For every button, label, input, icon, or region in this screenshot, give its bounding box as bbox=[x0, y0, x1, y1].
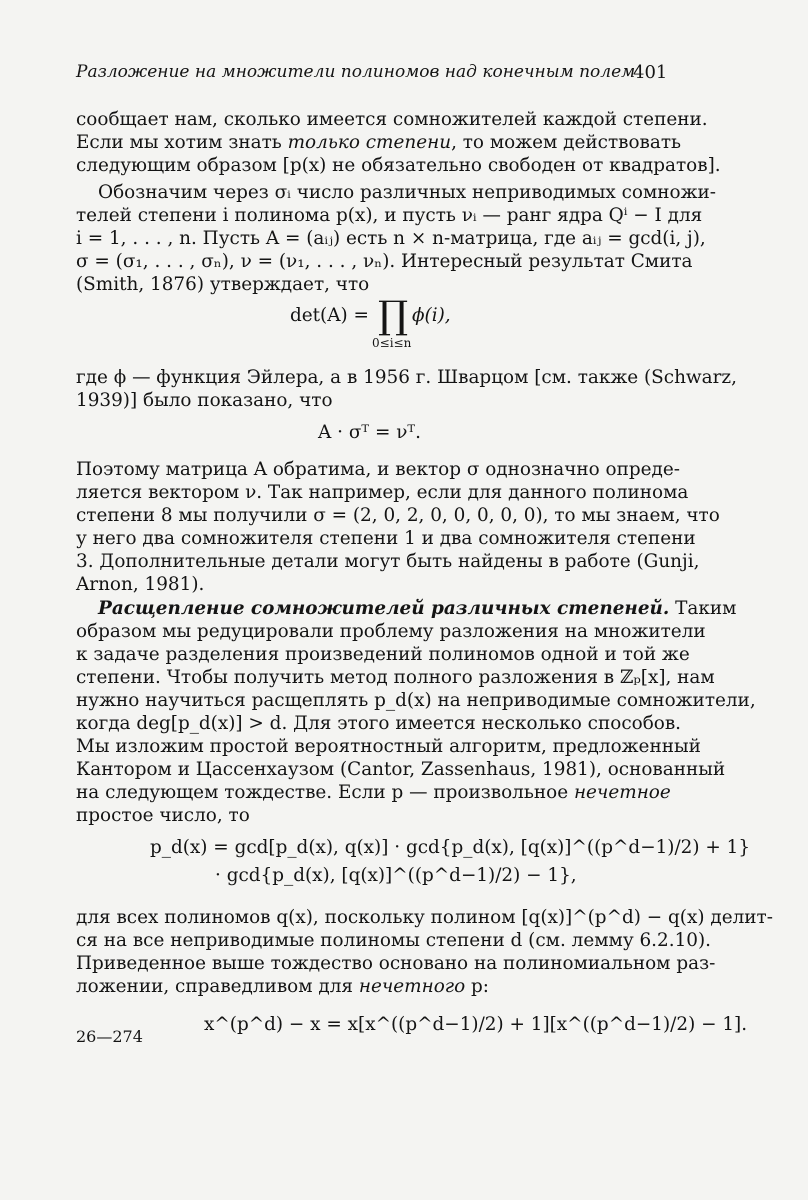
text-line: образом мы редуцировали проблему разложения на множители bbox=[76, 621, 706, 642]
text-line: Мы изложим простой вероятностный алгоритм, предложенный bbox=[76, 736, 701, 757]
section-heading: Расщепление сомножителей различных степеней. bbox=[98, 598, 670, 619]
text-line: где ϕ — функция Эйлера, а в 1956 г. Шварцом [см. также (Schwarz, bbox=[76, 367, 737, 388]
page-number: 401 bbox=[633, 62, 668, 83]
text-line: 3. Дополнительные детали могут быть найдены в работе (Gunji, bbox=[76, 551, 700, 572]
signature-mark: 26—274 bbox=[76, 1027, 143, 1046]
text-line: Кантором и Цассенхаузом (Cantor, Zassenhaus, 1981), основанный bbox=[76, 759, 726, 780]
text-line: для всех полиномов q(x), поскольку полином [q(x)]^(p^d) − q(x) делит- bbox=[76, 907, 773, 928]
text-line: к задаче разделения произведений полиномов одной и той же bbox=[76, 644, 690, 665]
text-line: σ = (σ₁, . . . , σₙ), ν = (ν₁, . . . , νₙ). Интересный результат Смита bbox=[76, 251, 693, 272]
product-range: 0≤i≤n bbox=[372, 336, 412, 350]
text-line: 1939)] было показано, что bbox=[76, 390, 333, 411]
text-line: ся на все неприводимые полиномы степени d (см. лемму 6.2.10). bbox=[76, 930, 711, 951]
text-line: ложении, справедливом для нечетного p: bbox=[76, 976, 489, 997]
text-line: простое число, то bbox=[76, 805, 250, 826]
text-line: Если мы хотим знать только степени, то можем действовать bbox=[76, 132, 682, 153]
text-line: ляется вектором ν. Так например, если для данного полинома bbox=[76, 482, 689, 503]
equation-det-lhs: det(A) = bbox=[290, 305, 369, 326]
text-line: нужно научиться расщеплять p_d(x) на неприводимые сомножители, bbox=[76, 690, 756, 711]
text-line: Обозначим через σᵢ число различных неприводимых сомножи- bbox=[98, 182, 716, 203]
text-line: когда deg[p_d(x)] > d. Для этого имеется несколько способов. bbox=[76, 713, 682, 734]
equation-x-pd: x^(p^d) − x = x[x^((p^d−1)/2) + 1][x^((p^d−1)/2) − 1]. bbox=[204, 1014, 748, 1035]
text-line: (Smith, 1876) утверждает, что bbox=[76, 274, 370, 295]
text-line: на следующем тождестве. Если p — произвольное нечетное bbox=[76, 782, 671, 803]
text-line: i = 1, . . . , n. Пусть A = (aᵢⱼ) есть n × n-матрица, где aᵢⱼ = gcd(i, j), bbox=[76, 228, 706, 249]
section-heading-line: Расщепление сомножителей различных степеней. Таким bbox=[98, 598, 737, 619]
equation-gcd-line1: p_d(x) = gcd[p_d(x), q(x)] · gcd{p_d(x), [q(x)]^((p^d−1)/2) + 1} bbox=[150, 837, 751, 858]
text-line: сообщает нам, сколько имеется сомножителей каждой степени. bbox=[76, 109, 708, 130]
product-symbol: ∏ bbox=[378, 293, 409, 337]
text-line: степени 8 мы получили σ = (2, 0, 2, 0, 0, 0, 0, 0), то мы знаем, что bbox=[76, 505, 720, 526]
text-line: Приведенное выше тождество основано на полиномиальном раз- bbox=[76, 953, 716, 974]
running-title: Разложение на множители полиномов над конечным полем bbox=[76, 62, 636, 82]
text-line: следующим образом [p(x) не обязательно свободен от квадратов]. bbox=[76, 155, 721, 176]
equation-det-rhs: ϕ(i), bbox=[412, 305, 451, 326]
text-line: степени. Чтобы получить метод полного разложения в ℤₚ[x], нам bbox=[76, 667, 715, 688]
text-line: Поэтому матрица A обратима, и вектор σ однозначно опреде- bbox=[76, 459, 680, 480]
text-line: Arnon, 1981). bbox=[76, 574, 205, 595]
equation-gcd-line2: · gcd{p_d(x), [q(x)]^((p^d−1)/2) − 1}, bbox=[215, 865, 577, 886]
text-line: телей степени i полинома p(x), и пусть νᵢ — ранг ядра Qⁱ − I для bbox=[76, 205, 703, 226]
text-line: у него два сомножителя степени 1 и два сомножителя степени bbox=[76, 528, 696, 549]
equation-a-sigma: A · σᵀ = νᵀ. bbox=[318, 422, 421, 443]
